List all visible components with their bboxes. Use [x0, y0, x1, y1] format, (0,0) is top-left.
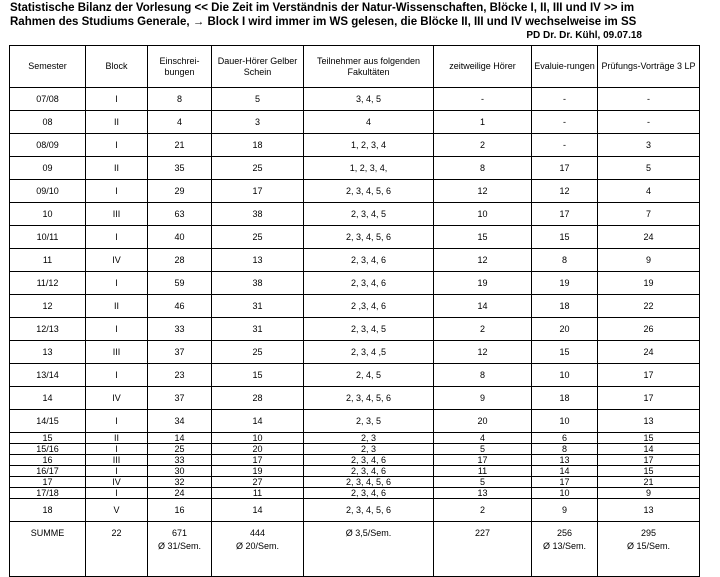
table-row	[10, 387, 700, 410]
table-cell: 11	[434, 466, 532, 477]
table-cell: -	[598, 88, 700, 111]
table-cell: 11	[10, 249, 86, 272]
table-cell: 19	[434, 272, 532, 295]
table-cell: 4	[434, 433, 532, 444]
table-cell: 31	[212, 295, 304, 318]
table-cell: I	[86, 444, 148, 455]
table-cell: II	[86, 111, 148, 134]
table-cell: 2, 3, 4, 5, 6	[304, 180, 434, 203]
table-cell: 2, 3, 4, 6	[304, 272, 434, 295]
header-cell: Block	[86, 46, 148, 88]
summe-row	[10, 522, 700, 577]
table-cell: 2, 3, 4, 5	[304, 203, 434, 226]
summe-cell	[434, 522, 532, 577]
table-cell: 15/16	[10, 444, 86, 455]
table-cell: 28	[148, 249, 212, 272]
table-cell: 5	[212, 88, 304, 111]
summe-value: Ø 31/Sem.	[157, 541, 202, 551]
table-cell: 21	[598, 477, 700, 488]
table-cell: 14	[212, 499, 304, 522]
table-cell: 13	[212, 249, 304, 272]
table-cell: 08	[10, 111, 86, 134]
table-cell: 25	[212, 157, 304, 180]
table-cell: 38	[212, 272, 304, 295]
table-cell: 14	[10, 387, 86, 410]
table-cell: 8	[434, 364, 532, 387]
table-cell: 17	[532, 157, 598, 180]
table-cell: 10	[532, 364, 598, 387]
statistics-table	[9, 45, 700, 577]
table-cell: 18	[532, 295, 598, 318]
table-cell: 37	[148, 387, 212, 410]
table-cell: 28	[212, 387, 304, 410]
table-cell: 4	[148, 111, 212, 134]
table-cell: 15	[532, 341, 598, 364]
table-cell: 11	[212, 488, 304, 499]
table-cell: 24	[148, 488, 212, 499]
table-cell: 25	[212, 341, 304, 364]
table-cell: 18	[10, 499, 86, 522]
title-line-2: Rahmen des Studiums Generale, → Block I wird immer im WS gelesen, die Blöcke II, III und IV wechselweise im SS	[10, 16, 637, 28]
table-cell: 9	[532, 499, 598, 522]
table-cell: 18	[212, 134, 304, 157]
summe-value: 256	[556, 528, 573, 538]
table-cell: 2, 4, 5	[304, 364, 434, 387]
table-cell: 59	[148, 272, 212, 295]
table-cell: 16	[148, 499, 212, 522]
table-cell: 8	[532, 444, 598, 455]
table-cell: 10	[532, 488, 598, 499]
summe-value: 444	[249, 528, 266, 538]
table-row	[10, 88, 700, 111]
table-cell: 09/10	[10, 180, 86, 203]
table-cell: 15	[434, 226, 532, 249]
table-cell: III	[86, 341, 148, 364]
table-cell: 35	[148, 157, 212, 180]
table-cell: 2, 3, 4 ,5	[304, 341, 434, 364]
table-cell: 14	[148, 433, 212, 444]
table-cell: 32	[148, 477, 212, 488]
table-cell: 2, 3, 4, 5, 6	[304, 477, 434, 488]
table-row	[10, 272, 700, 295]
table-cell: -	[598, 111, 700, 134]
summe-value: 671	[171, 528, 188, 538]
table-cell: 17	[598, 455, 700, 466]
table-cell: 24	[598, 226, 700, 249]
table-cell: 14	[532, 466, 598, 477]
table-cell: 27	[212, 477, 304, 488]
table-cell: 20	[212, 444, 304, 455]
table-cell: III	[86, 203, 148, 226]
table-cell: I	[86, 318, 148, 341]
table-cell: 31	[212, 318, 304, 341]
table-cell: 2, 3, 4, 6	[304, 455, 434, 466]
table-cell: I	[86, 88, 148, 111]
table-row	[10, 295, 700, 318]
summe-value: 22	[111, 528, 122, 538]
table-cell: 19	[598, 272, 700, 295]
table-cell: 2, 3, 4, 6	[304, 249, 434, 272]
table-cell: -	[532, 111, 598, 134]
table-cell: 13/14	[10, 364, 86, 387]
table-cell: 10/11	[10, 226, 86, 249]
table-cell: 17	[212, 455, 304, 466]
table-cell: 11/12	[10, 272, 86, 295]
table-cell: IV	[86, 477, 148, 488]
table-row	[10, 466, 700, 477]
table-cell: 20	[434, 410, 532, 433]
table-cell: 13	[532, 455, 598, 466]
table-cell: 13	[598, 499, 700, 522]
table-cell: 23	[148, 364, 212, 387]
summe-cell	[532, 522, 598, 577]
table-cell: 15	[598, 466, 700, 477]
table-cell: 3, 4, 5	[304, 88, 434, 111]
table-cell: 15	[598, 433, 700, 444]
header-cell: Teilnehmer aus folgenden Fakultäten	[304, 46, 434, 88]
table-cell: 30	[148, 466, 212, 477]
summe-cell	[86, 522, 148, 577]
table-cell: 38	[212, 203, 304, 226]
table-cell: I	[86, 272, 148, 295]
summe-cell	[212, 522, 304, 577]
title-line-1: Statistische Bilanz der Vorlesung << Die Zeit im Verständnis der Natur-Wissenschaften, Blöcke I, II, III und IV >> im	[10, 2, 635, 14]
table-cell: 3	[212, 111, 304, 134]
table-cell: 16/17	[10, 466, 86, 477]
table-cell: 12	[532, 180, 598, 203]
table-cell: 4	[304, 111, 434, 134]
table-row	[10, 455, 700, 466]
table-cell: 21	[148, 134, 212, 157]
table-cell: 10	[10, 203, 86, 226]
summe-cell	[148, 522, 212, 577]
table-cell: I	[86, 364, 148, 387]
table-cell: IV	[86, 249, 148, 272]
table-cell: 3	[598, 134, 700, 157]
table-cell: 17	[212, 180, 304, 203]
table-cell: 33	[148, 318, 212, 341]
table-cell: -	[532, 88, 598, 111]
table-cell: I	[86, 466, 148, 477]
table-row	[10, 444, 700, 455]
table-cell: 9	[434, 387, 532, 410]
table-cell: I	[86, 410, 148, 433]
summe-value: Ø 20/Sem.	[235, 541, 280, 551]
table-cell: 8	[148, 88, 212, 111]
table-cell: 20	[532, 318, 598, 341]
table-cell: 18	[532, 387, 598, 410]
header-cell: Semester	[10, 46, 86, 88]
table-row	[10, 433, 700, 444]
table-row	[10, 226, 700, 249]
table-cell: 5	[434, 477, 532, 488]
table-cell: 08/09	[10, 134, 86, 157]
table-cell: 2, 3	[304, 433, 434, 444]
author-date: PD Dr. Dr. Kühl, 09.07.18	[526, 30, 642, 41]
table-row	[10, 157, 700, 180]
summe-cell	[10, 522, 86, 577]
summe-cell	[304, 522, 434, 577]
table-cell: 19	[532, 272, 598, 295]
table-row	[10, 111, 700, 134]
table-cell: 12/13	[10, 318, 86, 341]
table-cell: 1	[434, 111, 532, 134]
table-cell: 14	[598, 444, 700, 455]
table-cell: 24	[598, 341, 700, 364]
table-cell: 29	[148, 180, 212, 203]
table-cell: I	[86, 226, 148, 249]
table-cell: 6	[532, 433, 598, 444]
table-cell: 1, 2, 3, 4	[304, 134, 434, 157]
table-cell: 19	[212, 466, 304, 477]
table-cell: I	[86, 488, 148, 499]
table-row	[10, 364, 700, 387]
table-cell: 2	[434, 134, 532, 157]
table-row	[10, 477, 700, 488]
table-cell: 4	[598, 180, 700, 203]
summe-value: Ø 3,5/Sem.	[345, 528, 392, 538]
table-cell: 25	[148, 444, 212, 455]
header-cell: Evaluie-rungen	[532, 46, 598, 88]
table-cell: 2, 3, 4, 5, 6	[304, 387, 434, 410]
table-cell: 15	[10, 433, 86, 444]
table-row	[10, 180, 700, 203]
table-cell: 2, 3, 4, 6	[304, 488, 434, 499]
table-cell: 2, 3, 4, 6	[304, 466, 434, 477]
header-cell: zeitweilige Hörer	[434, 46, 532, 88]
header-cell: Prüfungs-Vorträge 3 LP	[598, 46, 700, 88]
table-cell: 63	[148, 203, 212, 226]
table-row	[10, 134, 700, 157]
table-cell: 14	[434, 295, 532, 318]
table-cell: 17	[532, 203, 598, 226]
header-cell: Einschrei-bungen	[148, 46, 212, 88]
table-row	[10, 203, 700, 226]
summe-cell	[598, 522, 700, 577]
table-cell: 13	[10, 341, 86, 364]
table-cell: 1, 2, 3, 4,	[304, 157, 434, 180]
table-cell: 34	[148, 410, 212, 433]
table-cell: 10	[212, 433, 304, 444]
table-cell: 13	[598, 410, 700, 433]
header-row	[10, 46, 700, 88]
table-cell: I	[86, 180, 148, 203]
table-cell: 5	[434, 444, 532, 455]
table-cell: 17	[434, 455, 532, 466]
table-cell: 17/18	[10, 488, 86, 499]
table-cell: 15	[212, 364, 304, 387]
summe-value: 227	[474, 528, 491, 538]
table-cell: II	[86, 157, 148, 180]
table-cell: 12	[10, 295, 86, 318]
table-cell: 2, 3	[304, 444, 434, 455]
table-cell: II	[86, 433, 148, 444]
table-cell: I	[86, 134, 148, 157]
table-cell: 14/15	[10, 410, 86, 433]
summe-value: SUMME	[30, 528, 65, 538]
table-cell: 46	[148, 295, 212, 318]
summe-value: 295	[640, 528, 657, 538]
table-cell: 17	[598, 364, 700, 387]
table-cell: 10	[532, 410, 598, 433]
table-cell: 2, 3, 4, 5, 6	[304, 226, 434, 249]
table-cell: 8	[434, 157, 532, 180]
table-cell: 2	[434, 318, 532, 341]
document-title	[10, 1, 636, 29]
table-cell: 2	[434, 499, 532, 522]
table-cell: 7	[598, 203, 700, 226]
table-row	[10, 249, 700, 272]
table-cell: 12	[434, 341, 532, 364]
table-cell: 22	[598, 295, 700, 318]
table-row	[10, 410, 700, 433]
table-cell: 10	[434, 203, 532, 226]
summe-value: Ø 15/Sem.	[626, 541, 671, 551]
table-row	[10, 488, 700, 499]
header-cell: Dauer-Hörer Gelber Schein	[212, 46, 304, 88]
table-row	[10, 341, 700, 364]
table-cell: 17	[532, 477, 598, 488]
table-cell: II	[86, 295, 148, 318]
table-cell: III	[86, 455, 148, 466]
table-cell: 2, 3, 4, 5, 6	[304, 499, 434, 522]
table-cell: 15	[532, 226, 598, 249]
table-row	[10, 318, 700, 341]
table-cell: 37	[148, 341, 212, 364]
table-cell: 17	[10, 477, 86, 488]
table-cell: -	[532, 134, 598, 157]
table-cell: IV	[86, 387, 148, 410]
table-cell: 9	[598, 488, 700, 499]
table-cell: 16	[10, 455, 86, 466]
table-cell: 07/08	[10, 88, 86, 111]
summe-value: Ø 13/Sem.	[542, 541, 587, 551]
table-cell: 2, 3, 4, 5	[304, 318, 434, 341]
table-cell: V	[86, 499, 148, 522]
table-cell: 5	[598, 157, 700, 180]
table-cell: 12	[434, 180, 532, 203]
table-row	[10, 499, 700, 522]
table-cell: 12	[434, 249, 532, 272]
table-cell: 2 ,3, 4, 6	[304, 295, 434, 318]
table-cell: 40	[148, 226, 212, 249]
table-cell: 09	[10, 157, 86, 180]
table-cell: 13	[434, 488, 532, 499]
table-cell: 26	[598, 318, 700, 341]
table-cell: 33	[148, 455, 212, 466]
table-cell: 25	[212, 226, 304, 249]
table-cell: 8	[532, 249, 598, 272]
table-cell: 2, 3, 5	[304, 410, 434, 433]
table-cell: -	[434, 88, 532, 111]
table-cell: 17	[598, 387, 700, 410]
table-cell: 9	[598, 249, 700, 272]
table-cell: 14	[212, 410, 304, 433]
